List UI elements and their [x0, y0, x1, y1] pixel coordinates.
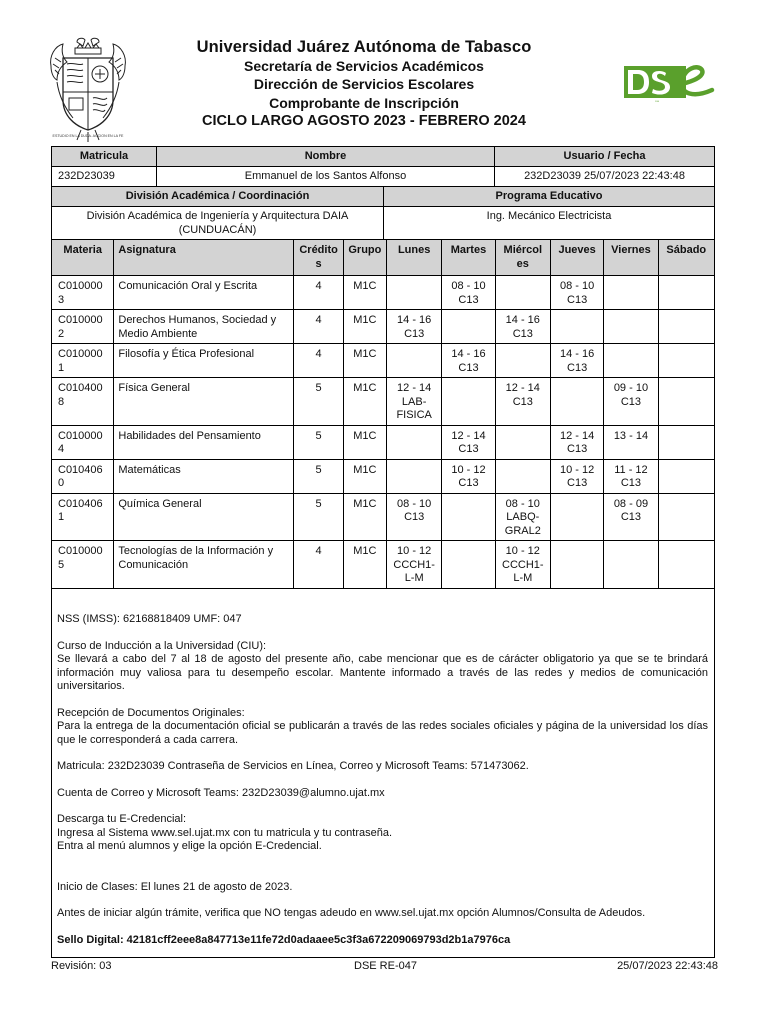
docs-body: Para la entrega de la documentación oficial se publicarán a través de las redes sociales oficiales y página de la universidad los días que le corresponderá a cada carrera. — [57, 720, 708, 746]
cell-creditos: 5 — [294, 425, 343, 459]
division-value — [51, 206, 384, 240]
nss-line: NSS (IMSS): 62168818409 UMF: 047 — [57, 613, 242, 625]
cell-lunes: 14 - 16 C13 — [387, 310, 442, 344]
division-line-1: División Académica de Ingeniería y Arquitectura DAIA — [86, 210, 349, 222]
cell-asignatura: Química General — [114, 493, 294, 541]
inicio-clases-line: Inicio de Clases: El lunes 21 de agosto de 2023. — [57, 880, 293, 893]
schedule-header-row — [52, 240, 715, 276]
docs-title: Recepción de Documentos Originales: — [57, 706, 245, 719]
table-row — [52, 310, 715, 344]
cell-jueves — [550, 541, 603, 589]
ciclo-title: CICLO LARGO AGOSTO 2023 - FEBRERO 2024 — [202, 113, 526, 129]
cell-viernes: 08 - 09 C13 — [604, 493, 658, 541]
cell-miercoles — [495, 459, 550, 493]
table-row — [52, 425, 715, 459]
cell-martes — [442, 541, 495, 589]
cell-miercoles — [495, 276, 550, 310]
cell-creditos: 4 — [294, 541, 343, 589]
cell-materia: C010000 5 — [52, 541, 114, 589]
division-header: División Académica / Coordinación — [51, 186, 384, 207]
cell-martes — [442, 378, 495, 426]
cell-creditos: 5 — [294, 378, 343, 426]
cell-lunes — [387, 459, 442, 493]
seal-motto: ESTUDIO EN LA DUDA. ACCION EN LA FE — [52, 134, 124, 138]
footer-timestamp: 25/07/2023 22:43:48 — [617, 960, 718, 972]
cell-jueves — [550, 378, 603, 426]
col-miercoles: Miércol es — [495, 240, 550, 276]
cell-asignatura: Matemáticas — [114, 459, 294, 493]
cell-viernes: 09 - 10 C13 — [604, 378, 658, 426]
cell-viernes: 11 - 12 C13 — [604, 459, 658, 493]
cell-sabado — [658, 541, 714, 589]
col-asignatura: Asignatura — [114, 240, 294, 276]
cell-jueves: 10 - 12 C13 — [550, 459, 603, 493]
secretaria-title: Secretaría de Servicios Académicos — [244, 57, 484, 74]
cell-asignatura: Física General — [114, 378, 294, 426]
col-grupo: Grupo — [343, 240, 386, 276]
matricula-password-line: Matricula: 232D23039 Contraseña de Servicios en Línea, Correo y Microsoft Teams: 571473062. — [57, 760, 529, 772]
cell-sabado — [658, 378, 714, 426]
comprobante-title: Comprobante de Inscripción — [269, 94, 459, 111]
nombre-value: Emmanuel de los Santos Alfonso — [156, 166, 495, 187]
cell-martes: 12 - 14 C13 — [442, 425, 495, 459]
cell-lunes — [387, 276, 442, 310]
cell-jueves: 08 - 10 C13 — [550, 276, 603, 310]
notes-section — [51, 585, 715, 958]
table-row — [52, 541, 715, 589]
cell-sabado — [658, 344, 714, 378]
usuario-fecha-value: 232D23039 25/07/2023 22:43:48 — [494, 166, 715, 187]
adeudo-line: Antes de iniciar algún trámite, verifica que NO tengas adeudo en www.sel.ujat.mx opción Alumnos/Consulta de Adeudos. — [57, 907, 646, 919]
cell-miercoles: 08 - 10 LABQ- GRAL2 — [495, 493, 550, 541]
table-row — [52, 493, 715, 541]
table-row — [52, 276, 715, 310]
cell-creditos: 5 — [294, 459, 343, 493]
cell-miercoles: 12 - 14 C13 — [495, 378, 550, 426]
cell-grupo: M1C — [343, 493, 386, 541]
col-jueves: Jueves — [550, 240, 603, 276]
table-row — [52, 459, 715, 493]
programa-header: Programa Educativo — [383, 186, 715, 207]
table-row — [52, 344, 715, 378]
cell-miercoles — [495, 425, 550, 459]
matricula-value: 232D23039 — [51, 166, 157, 187]
footer-code: DSE RE-047 — [354, 960, 417, 972]
cell-asignatura: Tecnologías de la Información y Comunicación — [114, 541, 294, 589]
cell-materia: C010000 1 — [52, 344, 114, 378]
cell-lunes: 12 - 14 LAB- FISICA — [387, 378, 442, 426]
programa-value: Ing. Mecánico Electricista — [383, 206, 715, 240]
schedule-table — [51, 239, 715, 589]
cell-jueves — [550, 493, 603, 541]
cell-creditos: 4 — [294, 276, 343, 310]
usuario-fecha-header: Usuario / Fecha — [494, 146, 715, 167]
dse-logo — [622, 60, 720, 104]
cell-grupo: M1C — [343, 276, 386, 310]
col-viernes: Viernes — [604, 240, 658, 276]
cell-creditos: 4 — [294, 310, 343, 344]
cell-grupo: M1C — [343, 378, 386, 426]
footer-revision: Revisión: 03 — [51, 960, 112, 972]
matricula-header: Matricula — [51, 146, 157, 167]
cell-materia: C010406 0 — [52, 459, 114, 493]
cell-jueves: 12 - 14 C13 — [550, 425, 603, 459]
cell-grupo: M1C — [343, 425, 386, 459]
university-name: Universidad Juárez Autónoma de Tabasco — [196, 38, 532, 56]
ecredencial-line-2: Entra al menú alumnos y elige la opción E-Credencial. — [57, 840, 322, 852]
col-materia: Materia — [52, 240, 114, 276]
cell-viernes — [604, 541, 658, 589]
footer — [51, 960, 718, 974]
col-martes: Martes — [442, 240, 495, 276]
col-creditos: Crédito s — [294, 240, 343, 276]
ciu-body: Se llevará a cabo del 7 al 18 de agosto del presente año, cabe mencionar que es de cárácter obligatorio ya que se te brindará información muy valiosa para tu desempeño escolar. Mantente informado a través de las redes y medios de comunicación universitarios. — [57, 653, 708, 692]
cell-grupo: M1C — [343, 459, 386, 493]
cell-jueves: 14 - 16 C13 — [550, 344, 603, 378]
cell-materia: C010406 1 — [52, 493, 114, 541]
cell-materia: C010400 8 — [52, 378, 114, 426]
cell-jueves — [550, 310, 603, 344]
cell-lunes — [387, 425, 442, 459]
cell-sabado — [658, 310, 714, 344]
cell-lunes: 10 - 12 CCCH1- L-M — [387, 541, 442, 589]
cell-creditos: 4 — [294, 344, 343, 378]
ciu-title: Curso de Inducción a la Universidad (CIU): — [57, 639, 267, 652]
cell-viernes: 13 - 14 — [604, 425, 658, 459]
cell-grupo: M1C — [343, 344, 386, 378]
cell-martes — [442, 493, 495, 541]
sello-digital: Sello Digital: 42181cff2eee8a847713e11fe72d0adaaee5c3f3a672209069793d2b1a7976ca — [57, 933, 511, 946]
cell-materia: C010000 2 — [52, 310, 114, 344]
cell-sabado — [658, 459, 714, 493]
col-sabado: Sábado — [658, 240, 714, 276]
cell-asignatura: Habilidades del Pensamiento — [114, 425, 294, 459]
cell-viernes — [604, 276, 658, 310]
cell-asignatura: Filosofía y Ética Profesional — [114, 344, 294, 378]
ecredencial-line-1: Ingresa al Sistema www.sel.ujat.mx con tu matricula y tu contraseña. — [57, 826, 393, 839]
cell-creditos: 5 — [294, 493, 343, 541]
cell-martes — [442, 310, 495, 344]
cell-miercoles: 14 - 16 C13 — [495, 310, 550, 344]
cell-lunes: 08 - 10 C13 — [387, 493, 442, 541]
cell-grupo: M1C — [343, 310, 386, 344]
nombre-header: Nombre — [156, 146, 495, 167]
document-header — [180, 38, 548, 131]
cell-asignatura: Comunicación Oral y Escrita — [114, 276, 294, 310]
cell-sabado — [658, 493, 714, 541]
cell-asignatura: Derechos Humanos, Sociedad y Medio Ambiente — [114, 310, 294, 344]
university-seal-logo — [47, 36, 129, 144]
cell-martes: 10 - 12 C13 — [442, 459, 495, 493]
direccion-title: Dirección de Servicios Escolares — [253, 76, 475, 92]
cell-miercoles — [495, 344, 550, 378]
cell-materia: C010000 3 — [52, 276, 114, 310]
table-row — [52, 378, 715, 426]
cell-sabado — [658, 425, 714, 459]
correo-line: Cuenta de Correo y Microsoft Teams: 232D23039@alumno.ujat.mx — [57, 786, 385, 799]
cell-grupo: M1C — [343, 541, 386, 589]
cell-materia: C010000 4 — [52, 425, 114, 459]
cell-sabado — [658, 276, 714, 310]
cell-martes: 14 - 16 C13 — [442, 344, 495, 378]
cell-viernes — [604, 344, 658, 378]
col-lunes: Lunes — [387, 240, 442, 276]
cell-viernes — [604, 310, 658, 344]
cell-miercoles: 10 - 12 CCCH1- L-M — [495, 541, 550, 589]
division-line-2: (CUNDUACÁN) — [178, 223, 257, 236]
ecredencial-title: Descarga tu E-Credencial: — [57, 813, 187, 825]
cell-lunes — [387, 344, 442, 378]
dse-logo-text: DSE — [655, 101, 660, 103]
cell-martes: 08 - 10 C13 — [442, 276, 495, 310]
